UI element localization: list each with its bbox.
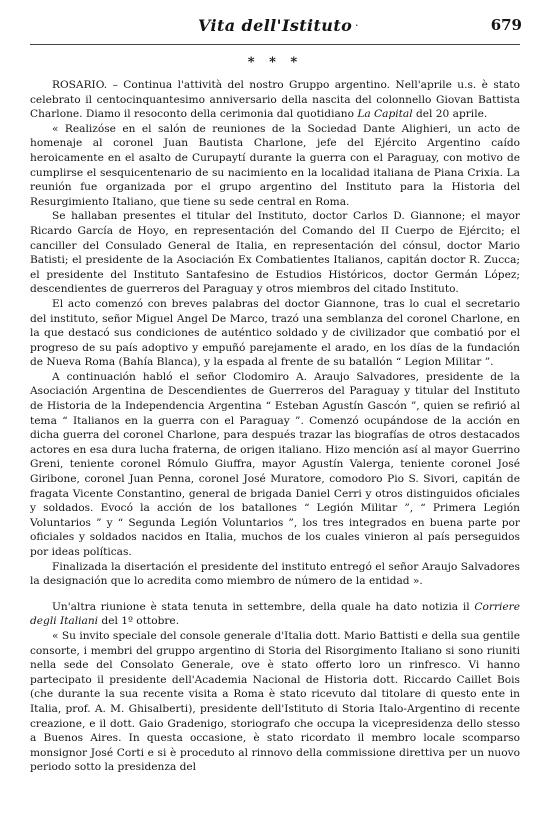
paragraph-second-meeting xyxy=(30,600,520,629)
paragraph: El acto comenzó con breves palabras del doctor Giannone, tras lo cual el secretario del instituto, señor Miguel Angel De Marco, trazó una semblanza del coronel Charlone, en la que destacó sus condiciones de auténtico soldado y de civilizador que combatió por el progreso de su país adoptivo y empuñó parejamente el arado, en los días de la fundación de Nueva Roma (Bahía Blanca), y la espada al frente de su batallón “ Legion Militar ”. xyxy=(30,297,520,369)
paragraph: A continuación habló el señor Clodomiro A. Araujo Salvadores, presidente de la Asociación Argentina de Descendientes de Guerreros del Paraguay y titular del Instituto de Historia de la Independencia Argentina “ Esteban Agustín Gascón ”, quien se refirió al tema “ Italianos en la guerra con el Paraguay ”. Comenzó ocupándose de la acción en dicha guerra del coronel Charlone, para después trazar las biografías de otros destacados actores en esa dura lucha fraterna, de origen italiano. Hizo mención así al mayor Guerrino Greni, teniente coronel Rómulo Giuffra, mayor Agustín Valerga, teniente coronel José Giribone, coronel Juan Penna, coronel José Muratore, comodoro Pio S. Sivori, capitán de fragata Vicente Constantino, general de brigada Daniel Cerri y otros distinguidos oficiales y soldados. Evocó la acción de los batallones “ Legión Militar ”, “ Primera Legión Voluntarios ” y “ Segunda Legión Voluntarios ”, los tres integrados en buena parte por oficiales y soldados nacidos en Italia, muchos de los cuales vinieron al país perseguidos por ideas políticas. xyxy=(30,370,520,558)
page-number: 679 xyxy=(490,16,522,34)
newspaper-title: La Capital xyxy=(357,108,413,121)
paragraph-text: – Continua l'attività del nostro Gruppo argentino. Nell'aprile u.s. è stato celebrato il centocinquantesimo anniversario della nascita del colonnello Giovan Battista Charlone. Diamo il resoconto della cerimonia dal quotidiano xyxy=(30,79,520,121)
running-title: Vita dell'Istituto xyxy=(198,16,353,35)
paragraph: Finalizada la disertación el presidente del instituto entregó el señor Araujo Salvadores la designación que lo acredita como miembro de número de la entidad ». xyxy=(30,560,520,588)
paragraph: « Realizóse en el salón de reuniones de la Sociedad Dante Alighieri, un acto de homenaje al coronel Juan Bautista Charlone, jefe del Ejército Argentino caído heroicamente en el asalto de Curupaytí durante la guerra con el Paraguay, con motivo de cumplirse el sesquicentenario de su nacimiento en la localidad italiana de Piana Crixia. La reunión fue organizada por el grupo argentino del Instituto para la Historia del Resurgimiento Italiano, que tiene su sede central en Roma. xyxy=(30,122,520,208)
paragraph-tail: del 20 aprile. xyxy=(412,108,488,121)
header-dot: · xyxy=(355,19,359,32)
paragraph-tail: del 1º ottobre. xyxy=(98,615,180,628)
paragraph: Se hallaban presentes el titular del Instituto, doctor Carlos D. Giannone; el mayor Ricardo García de Hoyo, en representación del Comando del II Cuerpo de Ejército; el canciller del Consulado General de Italia, en representación del cónsul, doctor Mario Batisti; el presidente de la Asociación Ex Combatientes Italianos, capitán doctor R. Zucca; el presidente del Instituto Santafesino de Estudios Históricos, doctor Germán López; descendientes de guerreros del Paraguay y otros miembros del citado Instituto. xyxy=(30,210,520,296)
newspaper-title: Corriere degli Italiani xyxy=(30,600,520,628)
paragraph-text: Un'altra riunione è stata tenuta in settembre, della quale ha dato notizia il xyxy=(52,600,475,613)
place-lead: ROSARIO. xyxy=(52,79,108,91)
paragraph: « Su invito speciale del console generale d'Italia dott. Mario Battisti e della sua gentile consorte, i membri del gruppo argentino di Storia del Risorgimento Italiano si sono riuniti nella sede del Consolato Generale, ove è stato offerto loro un rinfresco. Vi hanno partecipato il presidente dell'Academia Nacional de Historia dott. Riccardo Caillet Bois (che durante la sua recente visita a Roma è stato ricevuto dal titolare di questo ente in Italia, prof. A. M. Ghisalberti), presidente dell'Istituto di Storia Italo-Argentino di recente creazione, e il dott. Gaio Gradenigo, storiografo che occupa la vicepresidenza dello stesso a Buenos Aires. In questa occasione, è stato ricordato il membro locale scomparso monsignor José Corti e si è proceduto al rinnovo della commissione direttiva per un nuovo periodo sotto la presidenza del xyxy=(30,629,520,774)
section-separator: * * * xyxy=(247,55,303,70)
body-text xyxy=(30,78,520,775)
page-header xyxy=(30,10,520,45)
paragraph-rosario xyxy=(30,78,520,122)
